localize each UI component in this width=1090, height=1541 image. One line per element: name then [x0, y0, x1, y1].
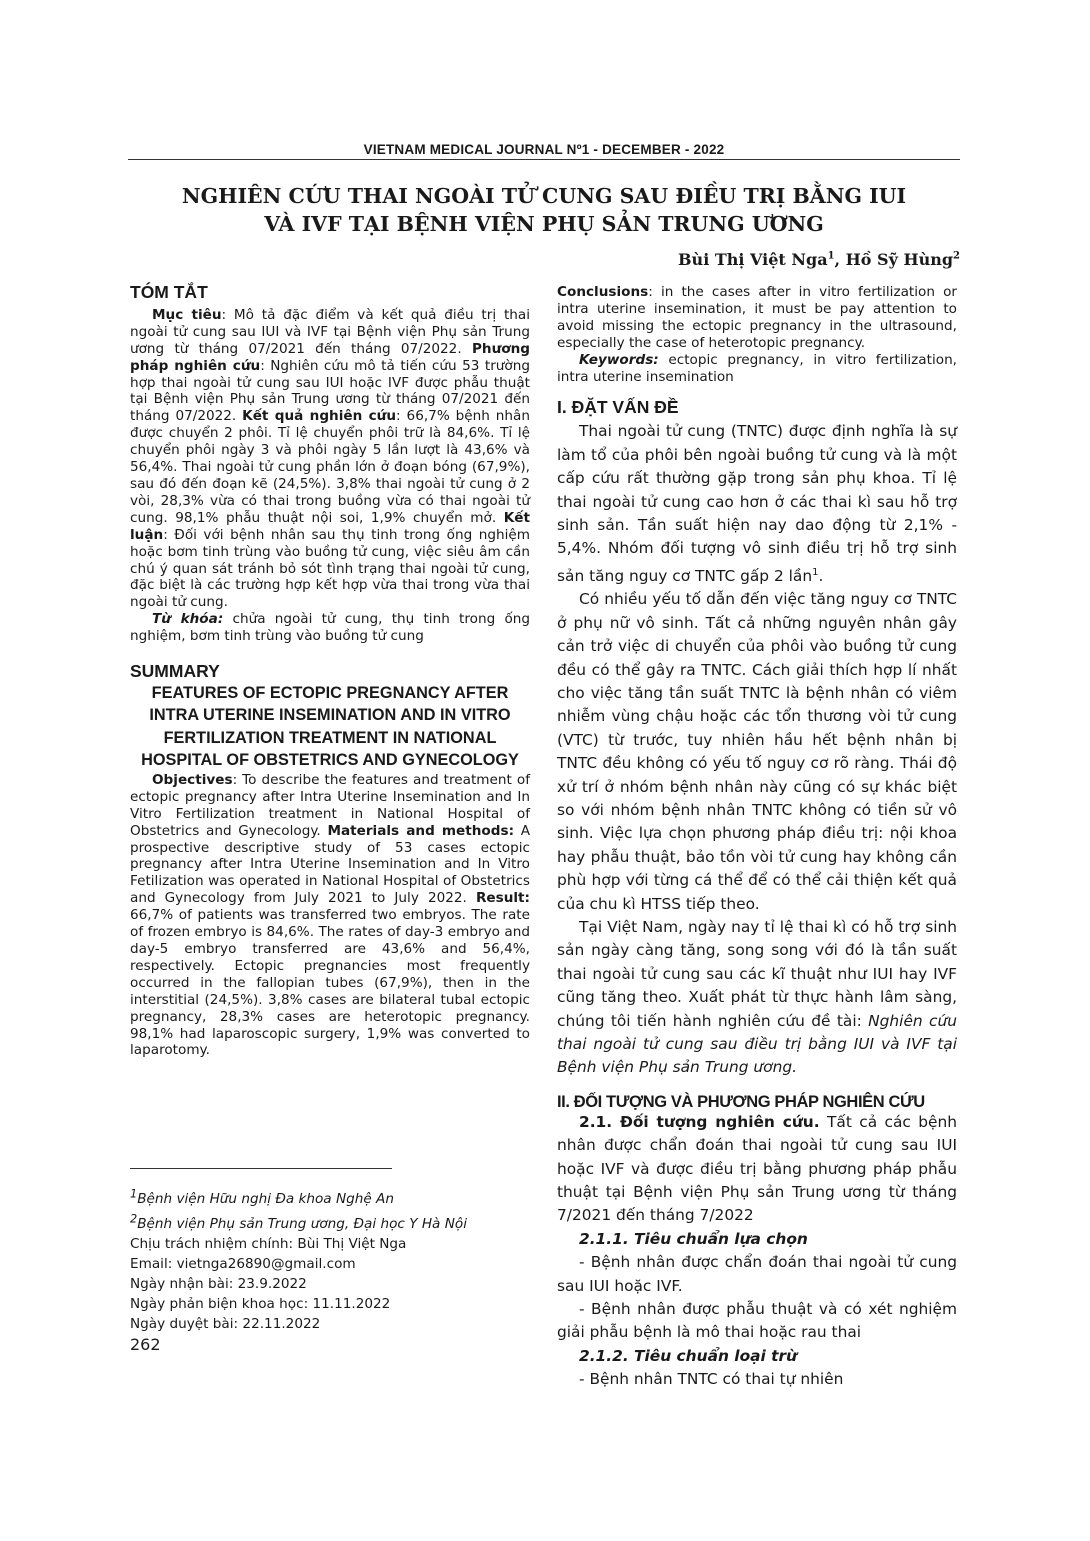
- article-title: [128, 182, 960, 238]
- mm-label: Materials and methods:: [327, 822, 515, 839]
- kl-text: : Đối với bệnh nhân sau thụ tinh trong ống nghiệm hoặc bơm tinh trùng vào buồng tử cung, việc siêu âm cần chú ý quan sát tránh bỏ sót tình trạng thai ngoài tử cung, đặc biệt là các trường hợp kết hợp vừa thai trong vừa thai ngoài tử cung.: [130, 526, 530, 611]
- footnote-1-sup: 1: [130, 1186, 138, 1200]
- journal-header: VIETNAM MEDICAL JOURNAL Nº1 - DECEMBER - 2022: [363, 142, 725, 157]
- kw-text: ectopic pregnancy, in vitro fertilization, intra uterine insemination: [557, 351, 957, 385]
- summary-heading: SUMMARY: [130, 661, 220, 682]
- summary-abstract: [130, 772, 530, 1059]
- section-2-1: [557, 1111, 957, 1228]
- footnote-2: [130, 1209, 550, 1235]
- obj-label: Objectives: [152, 771, 233, 788]
- mm-text: A prospective descriptive study of 53 cases ectopic pregnancy after Intra Uterine Insemination and In Vitro Fetilization was operated in National Hospital of Obstetrics and Gynecology from July 2021 to July 2022.: [130, 822, 530, 907]
- section-1-p1-end: .: [818, 566, 824, 585]
- author-1: Bùi Thị Việt Nga: [678, 250, 828, 269]
- muctieu-label: Mục tiêu: [152, 306, 222, 323]
- date-received: Ngày nhận bài: 23.9.2022: [130, 1276, 307, 1293]
- section-1-heading: I. ĐẶT VẤN ĐỀ: [557, 397, 679, 418]
- section-2-1-1-item-2: - Bệnh nhân được phẫu thuật và có xét nghiệm giải phẫu bệnh là mô thai hoặc rau thai: [557, 1300, 957, 1342]
- tukhoa-text: chửa ngoài tử cung, thụ tinh trong ống nghiệm, bơm tinh trùng vào buồng tử cung: [130, 611, 531, 645]
- footnote-2-text: Bệnh viện Phụ sản Trung ương, Đại học Y Hà Nội: [137, 1216, 467, 1233]
- res-text: 66,7% of patients was transferred two embryos. The rate of frozen embryo is 84,6%. The rates of day-3 embryo and day-5 embryo transferred are 43,6% and 56,4%, respectively. Ectopic pregnancies most frequently occurred in the fallopian tubes (67,9%), then in the interstitial (24,5%). 3,8% cases are bilateral tubal ectopic pregnancy, 28,3% cases are heterotopic pregnancy. 98,1% had laparoscopic surgery, 1,9% was converted to laparotomy.: [130, 907, 530, 1059]
- section-1-p1-ref: 1: [812, 566, 819, 578]
- keywords: [557, 352, 957, 386]
- summary-title: FEATURES OF ECTOPIC PREGNANCY AFTER INTRA UTERINE INSEMINATION AND IN VITRO FERTILIZATION TREATMENT IN NATIONAL HOSPITAL OF OBSTETRICS AND GYNECOLOGY: [141, 683, 519, 770]
- section-2-heading: II. ĐỐI TƯỢNG VÀ PHƯƠNG PHÁP NGHIÊN CỨU: [557, 1092, 925, 1111]
- res-label: Result:: [475, 890, 530, 907]
- author-2: Hồ Sỹ Hùng: [845, 250, 954, 269]
- author-2-affil: 2: [953, 250, 960, 262]
- authors: [678, 250, 960, 269]
- concl-text: : in the cases after in vitro fertilization or intra uterine insemination, it must be pay attention to avoid missing the ectopic pregnancy in the ultrasound, especially the case of heterotopic pregnancy.: [557, 284, 957, 351]
- concl-label: Conclusions: [557, 284, 649, 300]
- tomtat-heading: TÓM TẮT: [130, 282, 208, 302]
- section-2-1-1-heading: [557, 1228, 957, 1251]
- kw-label: Keywords:: [579, 351, 659, 368]
- section-1-p1-text: Thai ngoài tử cung (TNTC) được định nghĩa là sự làm tổ của phôi bên ngoài buồng tử cung và là một cấp cứu rất thường gặp trong sản phụ khoa. Tỉ lệ thai ngoài tử cung cao hơn ở các thai kì sau hỗ trợ sinh sản. Tần suất hiện nay dao động từ 2,1% - 5,4%. Nhóm đối tượng vô sinh điều trị hỗ trợ sinh sản tăng nguy cơ TNTC gấp 2 lần: [557, 422, 957, 585]
- responsible-author: Chịu trách nhiệm chính: Bùi Thị Việt Nga: [130, 1236, 407, 1253]
- left-column: [130, 284, 530, 1059]
- footnote-rule: [130, 1168, 392, 1169]
- section-1-p1: [557, 420, 957, 588]
- date-reviewed: Ngày phản biện khoa học: 11.11.2022: [130, 1296, 391, 1313]
- author-separator: ,: [834, 250, 846, 269]
- section-1-p3: [557, 916, 957, 1080]
- footnote-2-sup: 2: [130, 1211, 138, 1226]
- date-approved: Ngày duyệt bài: 22.11.2022: [130, 1316, 321, 1333]
- section-2-1-2-heading: [557, 1345, 957, 1368]
- footnotes: [130, 1183, 550, 1334]
- author-1-affil: 1: [827, 250, 835, 262]
- section-1-p2: Có nhiều yếu tố dẫn đến việc tăng nguy cơ TNTC ở phụ nữ vô sinh. Tất cả những nguyên nhân gây cản trở việc di chuyển của phôi vào buồng tử cung đều có thể gây ra TNTC. Cách giải thích hợp lí nhất cho việc tăng tần suất TNTC là bệnh nhân có viêm nhiễm vùng chậu hoặc các tổn thương vòi tử cung (VTC) từ trước, tuy nhiên hầu hết bệnh nhân bị TNTC đều không có yếu tố nguy cơ rõ ràng. Thái độ xử trí ở nhóm bệnh nhân này cũng có sự khác biệt so với nhóm bệnh nhân TNTC không có tiền sử vô sinh. Việc lựa chọn phương pháp điều trị: nội khoa hay phẫu thuật, bảo tồn vòi tử cung hay không cần phù hợp với từng cá thể để có thể cải thiện kết quả của chu kì HTSS tiếp theo.: [557, 590, 957, 913]
- tukhoa-label: Từ khóa:: [152, 611, 224, 628]
- pp-label: Phương pháp nghiên cứu: [130, 340, 531, 374]
- title-line-2: VÀ IVF TẠI BỆNH VIỆN PHỤ SẢN TRUNG ƯƠNG: [264, 212, 824, 236]
- section-1-p3-text: Tại Việt Nam, ngày nay tỉ lệ thai kì có hỗ trợ sinh sản ngày càng tăng, song song với đó là tần suất thai ngoài tử cung sau các kĩ thuật như IUI hay IVF cũng tăng theo. Xuất phát từ thực hành lâm sàng, chúng tôi tiến hành nghiên cứu đề tài:: [557, 918, 957, 1030]
- title-line-1: NGHIÊN CỨU THAI NGOÀI TỬ CUNG SAU ĐIỀU TRỊ BẰNG IUI: [181, 184, 907, 208]
- page-number: 262: [130, 1335, 161, 1354]
- conclusions: [557, 284, 957, 352]
- header-rule: [128, 159, 960, 160]
- section-2-1-label: 2.1. Đối tượng nghiên cứu.: [579, 1112, 820, 1131]
- muctieu-text: : Mô tả đặc điểm và kết quả điều trị thai ngoài tử cung sau IUI và IVF tại Bệnh viện Phụ sản Trung ương từ tháng 07/2021 đến tháng 07/2022.: [130, 306, 530, 357]
- section-2-1-2-title: 2.1.2. Tiêu chuẩn loại trừ: [579, 1346, 798, 1365]
- pp-text: : Nghiên cứu mô tả tiến cứu 53 trường hợp thai ngoài tử cung sau IUI hoặc IVF được phẫu thuật tại Bệnh viện Phụ sản Trung ương từ tháng 07/2021 đến tháng 07/2022.: [130, 357, 530, 425]
- section-2-1-text: Tất cả các bệnh nhân được chẩn đoán thai ngoài tử cung sau IUI hoặc IVF và được điều trị bằng phương pháp phẫu thuật tại Bệnh viện Phụ sản Trung ương từ tháng 7/2021 đến tháng 7/2022: [557, 1112, 958, 1225]
- section-2-1-2-item-1: - Bệnh nhân TNTC có thai tự nhiên: [579, 1370, 844, 1389]
- kq-label: Kết quả nghiên cứu: [242, 408, 397, 425]
- right-column: [557, 284, 957, 1392]
- kl-label: Kết luận: [130, 509, 530, 543]
- email: Email: vietnga26890@gmail.com: [130, 1256, 356, 1273]
- tukhoa: [130, 611, 530, 645]
- section-1-p3-italic: Nghiên cứu thai ngoài tử cung sau điều trị bằng IUI và IVF tại Bệnh viện Phụ sản Trung ương.: [557, 1011, 957, 1077]
- obj-text: : To describe the features and treatment of ectopic pregnancy after Intra Uterine Insemination and In Vitro Fertilization treatment in National Hospital of Obstetrics and Gynecology.: [130, 771, 530, 839]
- section-2-1-1-title: 2.1.1. Tiêu chuẩn lựa chọn: [579, 1229, 808, 1248]
- kq-text: : 66,7% bệnh nhân được chuyển 2 phôi. Tỉ lệ chuyển phôi trữ là 84,6%. Tỉ lệ chuyển phôi ngày 3 và phôi ngày 5 lần lượt là 43,6% và 56,4%. Thai ngoài tử cung phần lớn ở đoạn bóng (67,9%), sau đó đến đoạn kẽ (24,5%). 3,8% thai ngoài tử cung ở 2 vòi, 28,3% vừa có thai trong buồng vừa có thai ngoài tử cung. 98,1% phẫu thuật nội soi, 1,9% chuyển mở.: [130, 408, 530, 526]
- footnote-1: [130, 1183, 550, 1209]
- footnote-1-text: Bệnh viện Hữu nghị Đa khoa Nghệ An: [137, 1190, 394, 1207]
- tomtat-abstract: [130, 307, 530, 611]
- section-2-1-1-item-1: - Bệnh nhân được chẩn đoán thai ngoài tử cung sau IUI hoặc IVF.: [557, 1253, 957, 1295]
